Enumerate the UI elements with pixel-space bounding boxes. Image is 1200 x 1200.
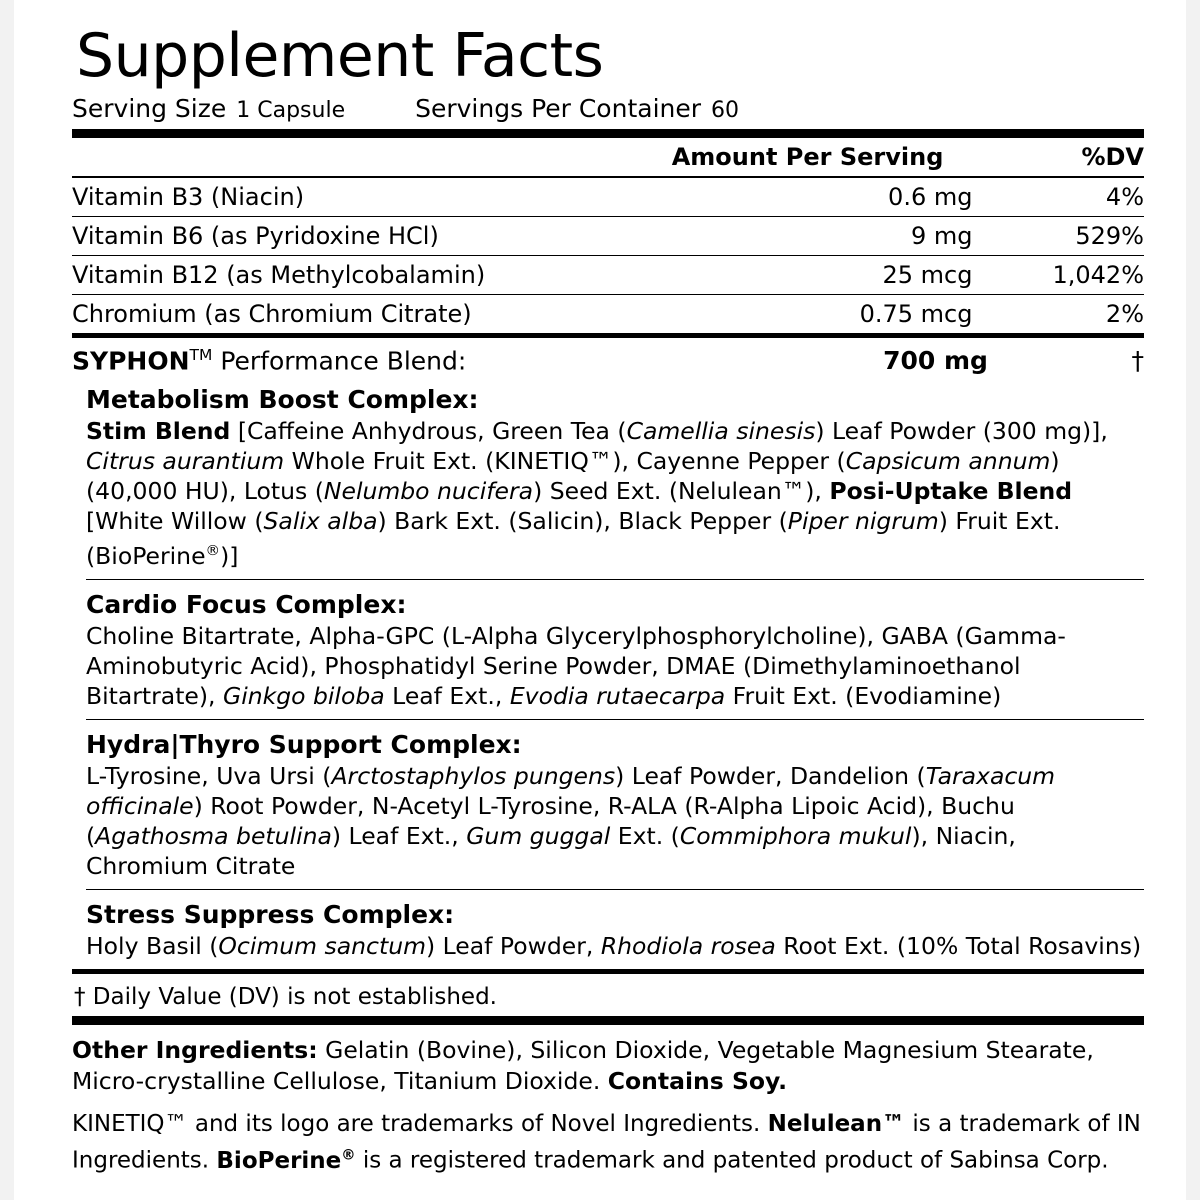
trademark-icon: TM <box>189 346 213 364</box>
table-row <box>72 178 1144 217</box>
nutrient-amount: 0.6 mg <box>672 178 972 217</box>
table-row <box>72 295 1144 334</box>
divider-thick-top <box>72 129 1144 138</box>
blend-name-brand: SYPHON <box>72 346 190 376</box>
serving-info <box>72 94 1144 123</box>
nutrient-amount: 0.75 mcg <box>859 300 973 328</box>
nutrient-name: Vitamin B3 (Niacin) <box>72 178 672 217</box>
blend-name <box>72 346 688 375</box>
nutrient-rows-table <box>72 178 1144 333</box>
nutrient-name: Chromium (as Chromium Citrate) <box>72 300 472 328</box>
complex-body: Holy Basil (Ocimum sanctum) Leaf Powder, Rhodiola rosea Root Ext. (10% Total Rosavins) <box>86 932 1142 961</box>
left-edge-shadow <box>0 0 14 1200</box>
table-row <box>72 217 1144 256</box>
nutrition-table <box>72 138 1144 176</box>
dv-header: %DV <box>1081 143 1144 171</box>
complex-title: Stress Suppress Complex: <box>86 900 455 930</box>
blend-header-row <box>72 346 1144 375</box>
table-header-row <box>72 138 1144 176</box>
complex-stress-suppress <box>86 900 1144 961</box>
right-edge-shadow <box>1186 0 1200 1200</box>
serving-size-label: Serving Size <box>72 94 227 123</box>
divider-above-footnote <box>72 969 1144 974</box>
divider-above-blend <box>72 333 1144 338</box>
complex-metabolism-boost <box>86 385 1144 571</box>
trademark-notice: KINETIQ™ and its logo are trademarks of Novel Ingredients. Nelulean™ is a trademark of IN Ingredients. BioPerine® is a registered trademark and patented product of Sabinsa Corp. <box>72 1111 1141 1174</box>
nutrient-amount: 9 mg <box>672 217 972 256</box>
blend-name-rest: Performance Blend: <box>212 346 467 376</box>
complex-title: Hydra|Thyro Support Complex: <box>86 730 522 760</box>
serving-size-value: 1 Capsule <box>236 98 346 123</box>
servings-per-container-value: 60 <box>711 98 740 123</box>
other-ingredients: Other Ingredients: Gelatin (Bovine), Silicon Dioxide, Vegetable Magnesium Stearate, Micro-crystalline Cellulose, Titanium Dioxide. Contains Soy. <box>72 1036 1094 1096</box>
divider-thick-bottom <box>72 1016 1144 1025</box>
blend-dv: † <box>1131 346 1144 376</box>
nutrient-name: Vitamin B6 (as Pyridoxine HCl) <box>72 217 672 256</box>
complex-body: L-Tyrosine, Uva Ursi (Arctostaphylos pungens) Leaf Powder, Dandelion (Taraxacum officinale) Root Powder, N-Acetyl L-Tyrosine, R-ALA (R-Alpha Lipoic Acid), Buchu (Agathosma betulina) Leaf Ext., Gum guggal Ext. (Commiphora mukul), Niacin, Chromium Citrate <box>86 762 1056 881</box>
divider-complex-1 <box>86 579 1144 580</box>
divider-complex-2 <box>86 719 1144 720</box>
divider-complex-3 <box>86 889 1144 890</box>
complex-hydra-thyro <box>86 730 1144 881</box>
nutrient-dv: 2% <box>1105 300 1144 328</box>
nutrient-dv: 529% <box>972 217 1144 256</box>
table-row <box>72 256 1144 295</box>
page-title: Supplement Facts <box>76 21 604 91</box>
complex-body: Stim Blend [Caffeine Anhydrous, Green Tea (Camellia sinesis) Leaf Powder (300 mg)], Citrus aurantium Whole Fruit Ext. (KINETIQ™), Cayenne Pepper (Capsicum annum)(40,000 HU), Lotus (Nelumbo nucifera) Seed Ext. (Nelulean™), Posi-Uptake Blend [White Willow (Salix alba) Bark Ext. (Salicin), Black Pepper (Piper nigrum) Fruit Ext. (BioPerine®)] <box>86 417 1108 571</box>
complex-cardio-focus <box>86 590 1144 711</box>
nutrient-dv: 4% <box>972 178 1144 217</box>
complex-title: Metabolism Boost Complex: <box>86 385 479 415</box>
blend-amount: 700 mg <box>883 346 988 376</box>
complex-body: Choline Bitartrate, Alpha-GPC (L-Alpha Glycerylphosphorylcholine), GABA (Gamma-Aminobutyric Acid), Phosphatidyl Serine Powder, DMAE (Dimethylaminoethanol Bitartrate), Ginkgo biloba Leaf Ext., Evodia rutaecarpa Fruit Ext. (Evodiamine) <box>86 622 1066 711</box>
nutrient-dv: 1,042% <box>972 256 1144 295</box>
nutrient-name: Vitamin B12 (as Methylcobalamin) <box>72 256 672 295</box>
servings-per-container-label: Servings Per Container <box>415 94 702 123</box>
daily-value-footnote: † Daily Value (DV) is not established. <box>74 984 497 1011</box>
nutrient-amount: 25 mcg <box>672 256 972 295</box>
amount-per-serving-header: Amount Per Serving <box>671 143 944 171</box>
complex-title: Cardio Focus Complex: <box>86 590 407 620</box>
